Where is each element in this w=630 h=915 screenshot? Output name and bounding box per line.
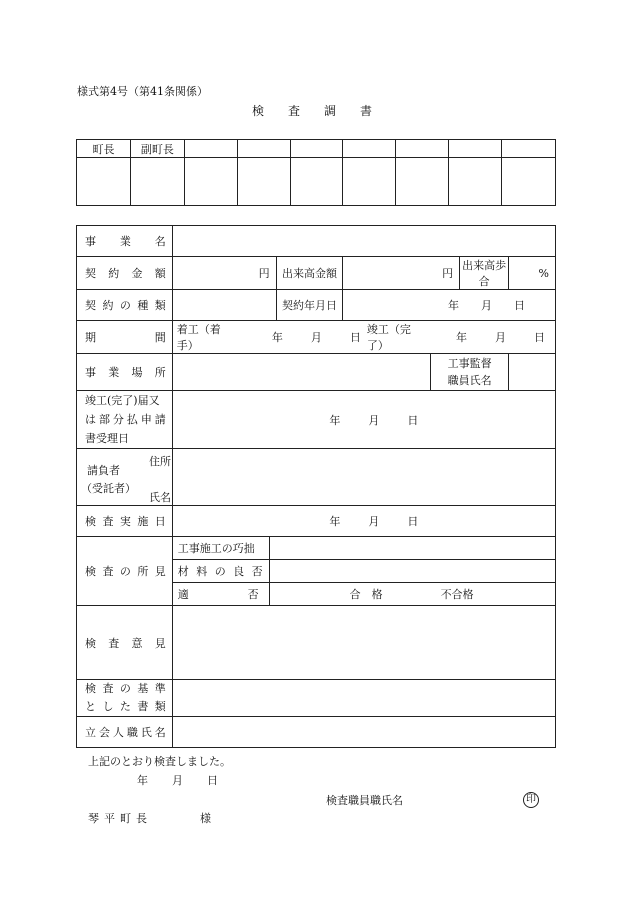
month-label: 月	[494, 331, 506, 344]
mayor-label: 町長	[92, 142, 115, 156]
completed-amount-field[interactable]	[343, 257, 460, 290]
completion-receipt-label: 竣工(完了)届又 は 部 分 払 申 請 書受理日	[77, 391, 173, 449]
stamp-box[interactable]	[290, 158, 343, 206]
year-label: 年	[448, 299, 459, 312]
yen-unit: 円	[258, 267, 270, 280]
finding-fit-field[interactable]	[269, 583, 555, 606]
month-label: 月	[368, 515, 380, 528]
approval-table	[76, 139, 556, 206]
year-label: 年	[329, 413, 341, 427]
completion-text-3: 書受理日	[85, 432, 129, 445]
stamp-header	[343, 140, 396, 158]
year-label: 年	[329, 515, 341, 528]
supervisor-field[interactable]	[509, 354, 556, 391]
fail-option[interactable]: 不合格	[440, 588, 474, 601]
project-name-field[interactable]	[172, 226, 555, 257]
start-label: 着工（着手）	[176, 323, 221, 352]
completion-receipt-field[interactable]	[172, 391, 555, 449]
period-field[interactable]	[172, 321, 555, 354]
stamp-header	[184, 140, 237, 158]
stamp-header	[396, 140, 449, 158]
mayor-cell	[77, 140, 131, 158]
location-label: 事 業 場 所	[77, 354, 173, 391]
completion-rate-text: 出来高歩合	[462, 259, 507, 288]
stamp-header	[237, 140, 290, 158]
month-label: 月	[310, 331, 322, 344]
finding-material-field[interactable]	[269, 560, 555, 583]
finding-fit-label: 適 否	[172, 583, 269, 606]
completed-amount-label	[276, 257, 343, 290]
stamp-box[interactable]	[237, 158, 290, 206]
contract-type-label: 契 約 の 種 類	[77, 290, 173, 321]
contract-amount-field[interactable]	[172, 257, 276, 290]
contract-type-field[interactable]	[172, 290, 276, 321]
project-name-label: 事 業 名	[77, 226, 173, 257]
day-label: 日	[533, 331, 545, 344]
supervisor-label	[431, 354, 509, 391]
finding-skill-field[interactable]	[269, 537, 555, 560]
basis-field[interactable]	[172, 680, 555, 717]
stamp-box[interactable]	[449, 158, 502, 206]
footer-year: 年	[137, 774, 148, 787]
vice-mayor-cell	[130, 140, 184, 158]
stamp-box[interactable]	[77, 158, 131, 206]
supervisor-text-1: 工事監督	[447, 357, 492, 370]
year-label: 年	[455, 331, 467, 344]
completion-rate-label	[460, 257, 509, 290]
statement: 上記のとおり検査しました。	[88, 755, 231, 768]
stamp-header	[502, 140, 556, 158]
contract-amount-label: 契 約 金 額	[77, 257, 173, 290]
end-label: 竣工（完了）	[366, 323, 411, 352]
page-title: 検 査 調 書	[251, 104, 378, 118]
contractor-label	[77, 449, 173, 506]
basis-label: 検 査 の 基 準 と し た 書 類	[77, 680, 173, 717]
stamp-box[interactable]	[502, 158, 556, 206]
addressee-honorific: 様	[200, 812, 211, 825]
yen-unit: 円	[442, 267, 454, 280]
name-label: 氏名	[149, 491, 171, 504]
witness-label: 立 会 人 職 氏 名	[77, 717, 173, 748]
pass-option[interactable]: 合 格	[349, 588, 383, 601]
contract-date-field[interactable]	[343, 290, 556, 321]
seal-text: 印	[526, 794, 536, 805]
contract-date-text: 契約年月日	[281, 299, 337, 312]
day-label: 日	[349, 331, 361, 344]
addressee: 琴平町長	[88, 812, 152, 825]
contractor-text-1: 請負者	[87, 464, 120, 477]
finding-material-label: 材 料 の 良 否	[172, 560, 269, 583]
month-label: 月	[481, 299, 492, 312]
stamp-box[interactable]	[184, 158, 237, 206]
form-number: 様式第4号（第41条関係）	[77, 85, 208, 98]
contractor-text-2: （受託者）	[81, 482, 136, 495]
month-label: 月	[368, 413, 380, 427]
inspection-form	[76, 225, 556, 748]
address-label: 住所	[149, 455, 171, 468]
contractor-field[interactable]	[172, 449, 555, 506]
stamp-header	[449, 140, 502, 158]
day-label: 日	[407, 413, 419, 427]
day-label: 日	[514, 299, 525, 312]
findings-label: 検 査 の 所 見	[77, 537, 173, 606]
stamp-box[interactable]	[396, 158, 449, 206]
completion-text-1: 竣工(完了)届又	[85, 394, 160, 407]
footer-month: 月	[172, 774, 183, 787]
stamp-box[interactable]	[343, 158, 396, 206]
location-field[interactable]	[172, 354, 430, 391]
witness-field[interactable]	[172, 717, 555, 748]
inspector-label: 検査職員職氏名	[326, 794, 403, 807]
contract-date-label	[276, 290, 343, 321]
stamp-header	[290, 140, 343, 158]
supervisor-text-2: 職員氏名	[447, 374, 492, 387]
year-label: 年	[271, 331, 283, 344]
percent-unit: %	[538, 266, 549, 280]
period-label: 期 間	[77, 321, 173, 354]
stamp-box[interactable]	[130, 158, 184, 206]
vice-mayor-label: 副町長	[140, 142, 174, 156]
opinion-field[interactable]	[172, 606, 555, 680]
completion-rate-field[interactable]	[509, 257, 556, 290]
inspection-date-label: 検 査 実 施 日	[77, 506, 173, 537]
opinion-label: 検 査 意 見	[77, 606, 173, 680]
finding-skill-label	[172, 537, 269, 560]
finding-skill-text: 工事施工の巧拙	[177, 542, 255, 555]
day-label: 日	[407, 515, 419, 528]
footer-day: 日	[207, 774, 218, 787]
seal-icon	[523, 792, 539, 808]
completed-amount-text: 出来高金額	[281, 267, 337, 280]
inspection-date-field[interactable]	[172, 506, 555, 537]
